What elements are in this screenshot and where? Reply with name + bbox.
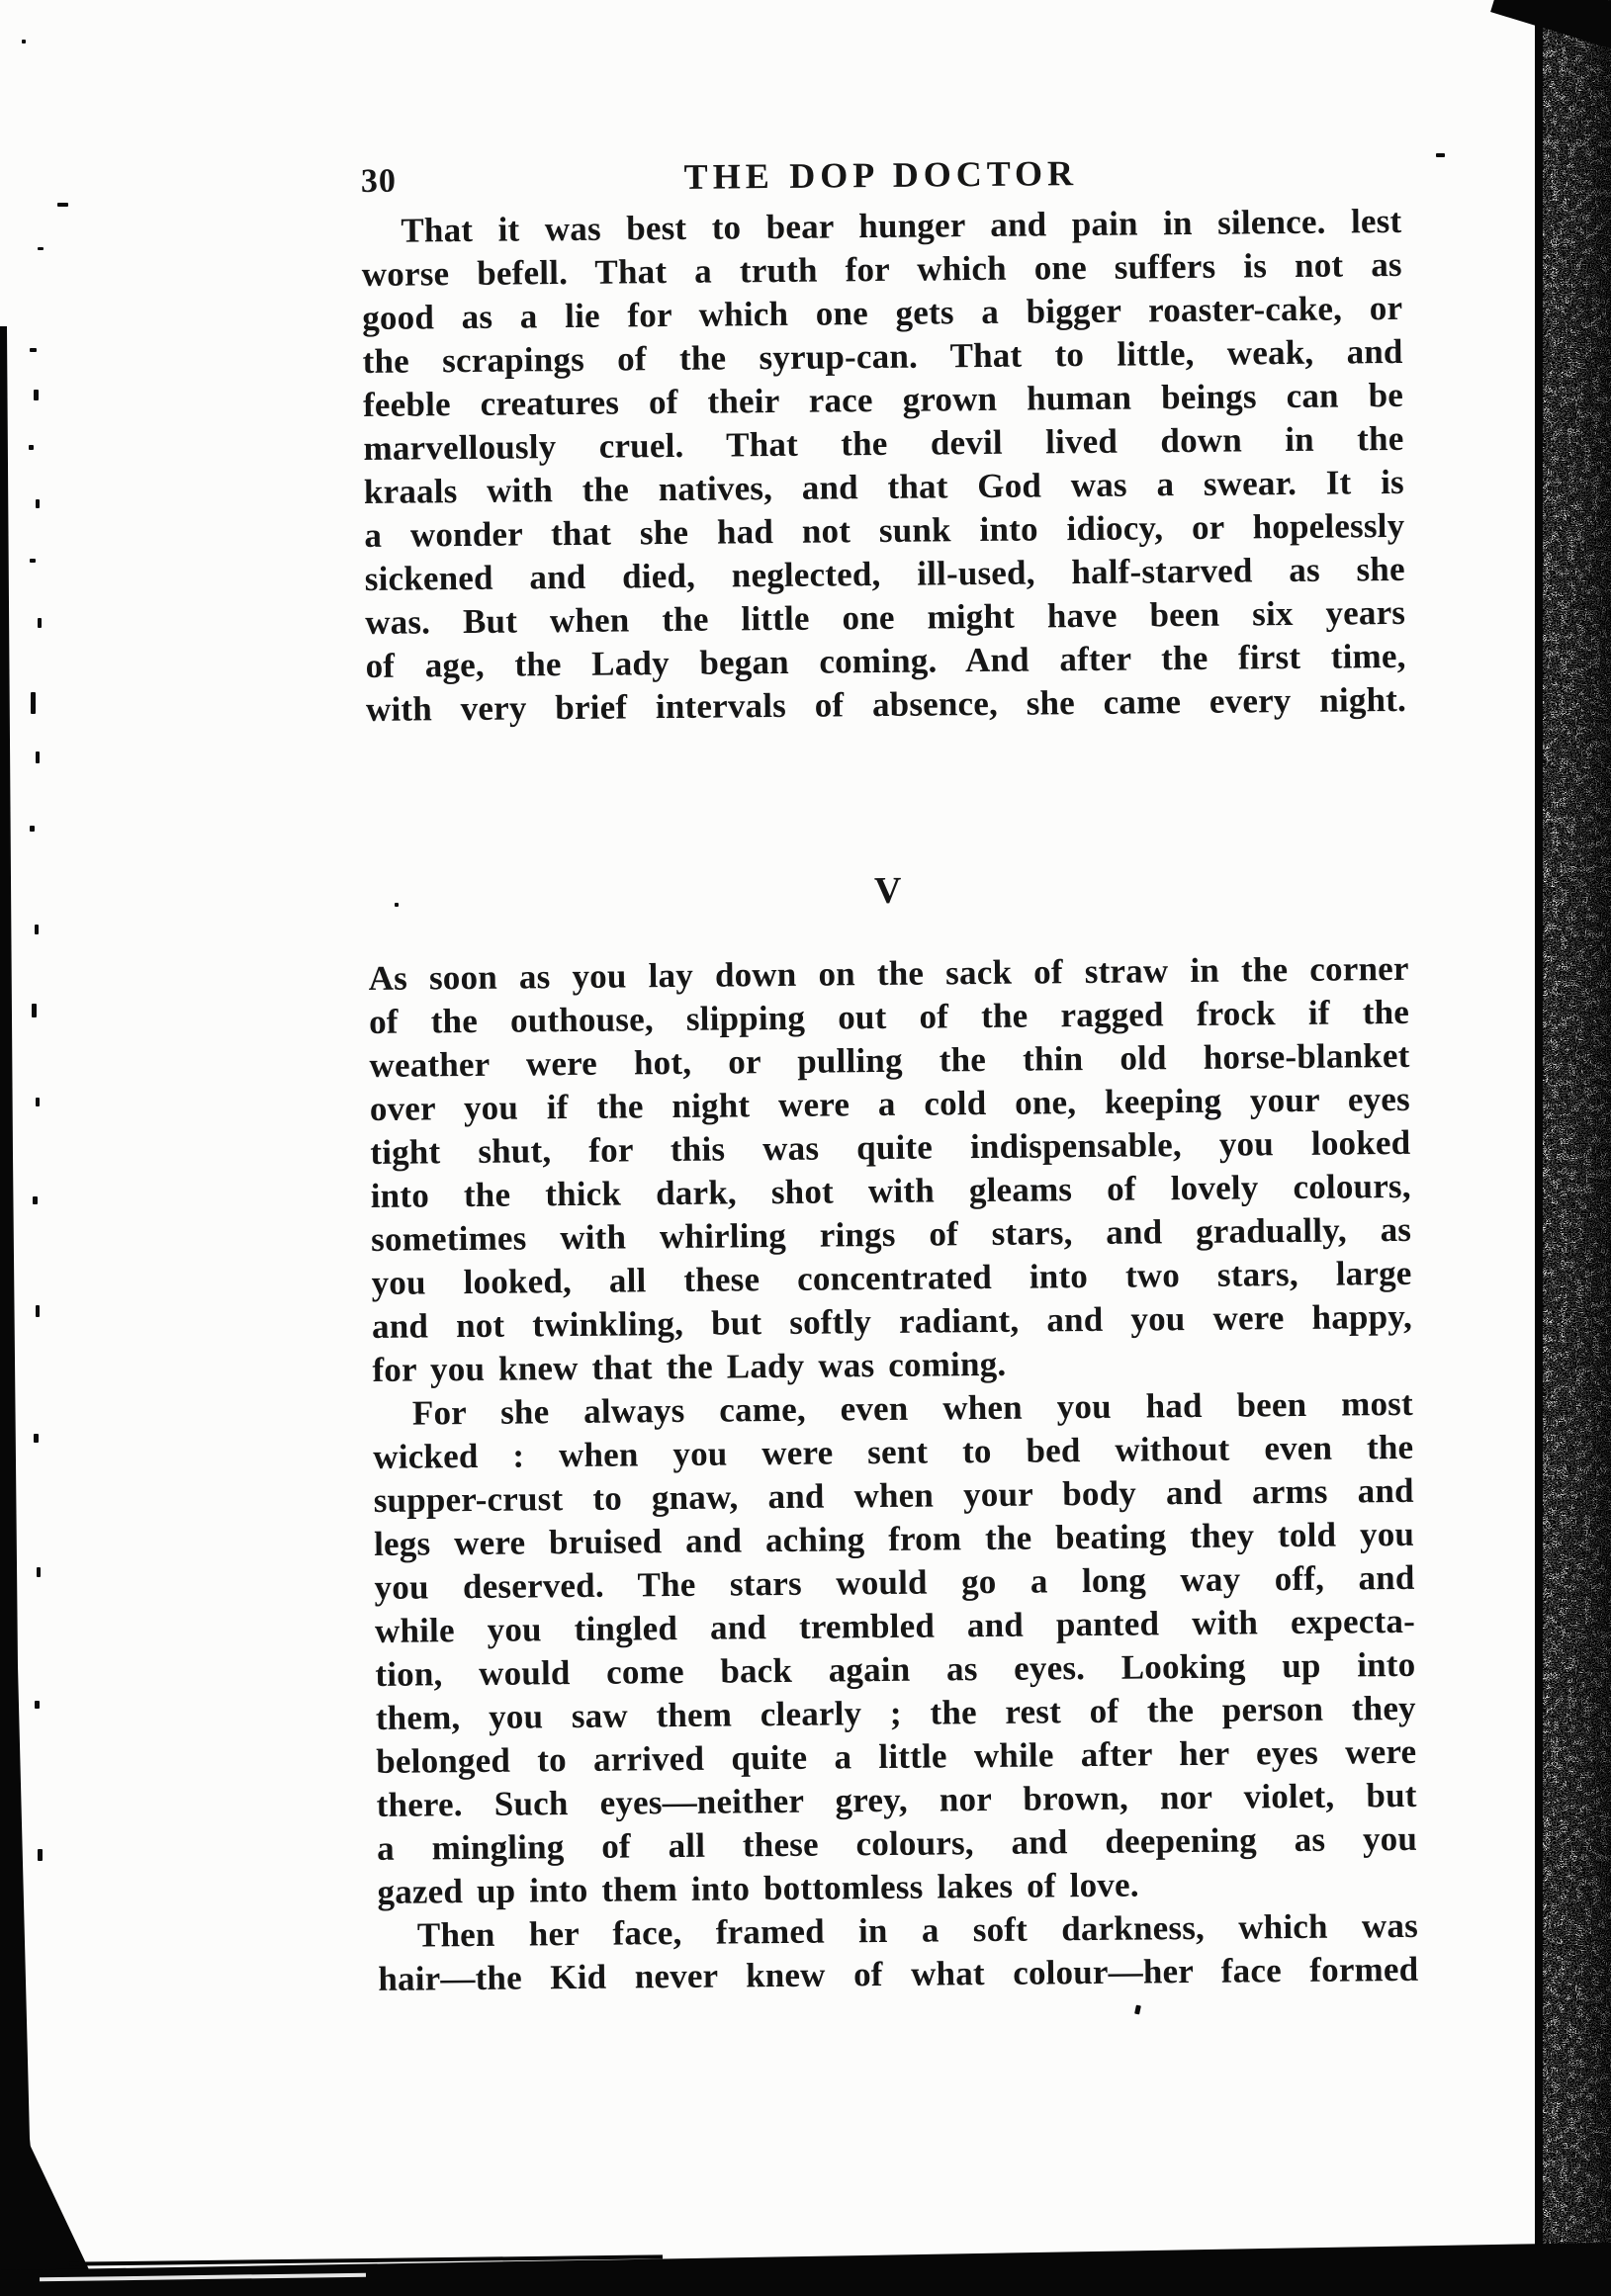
ink-speck xyxy=(30,348,37,352)
scan-edge-right xyxy=(1535,0,1611,2296)
text-line: the scrapings of the syrup-can. That to little, weak, and xyxy=(362,331,1403,382)
text-line: As soon as you lay down on the sack of straw in the corner xyxy=(368,948,1409,998)
text-line: while you tingled and trembled and panted with expecta- xyxy=(374,1601,1416,1650)
page-number: 30 xyxy=(360,162,398,201)
text-line: For she always came, even when you had been most xyxy=(411,1383,1414,1433)
ink-speck xyxy=(36,751,40,763)
ink-speck xyxy=(30,826,35,832)
ink-speck xyxy=(1436,153,1445,157)
text-line: tight shut, for this was quite indispensable, you looked xyxy=(370,1122,1411,1172)
text-line: with very brief intervals of absence, she came every night. xyxy=(365,679,1407,729)
ink-speck xyxy=(38,618,42,628)
ink-speck xyxy=(35,925,39,934)
ink-speck xyxy=(36,499,40,508)
text-line: belonged to arrived quite a little while after her eyes were xyxy=(376,1731,1417,1781)
text-line: gazed up into them into bottomless lakes of love. xyxy=(377,1865,1139,1911)
running-title: THE DOP DOCTOR xyxy=(683,153,1079,197)
scan-corner-bottom-left xyxy=(0,2134,95,2282)
text-line: good as a lie for which one gets a bigger roaster-cake, or xyxy=(362,288,1403,338)
text-line: Then her face, framed in a soft darkness, which was xyxy=(416,1905,1419,1955)
text-line: hair—the Kid never knew of what colour—her face formed xyxy=(378,1949,1419,1998)
page-header-row xyxy=(361,148,1401,202)
scan-edge-density-overlay xyxy=(1535,0,1611,2296)
ink-speck xyxy=(395,903,399,907)
text-line: was. But when the little one might have been six years xyxy=(365,592,1406,642)
text-line: sickened and died, neglected, ill-used, half-starved as she xyxy=(364,549,1405,598)
ink-speck xyxy=(34,1434,39,1443)
text-line: into the thick dark, shot with gleams of lovely colours, xyxy=(370,1166,1411,1215)
paragraph xyxy=(361,200,1406,732)
ink-speck xyxy=(29,445,34,450)
text-line: kraals with the natives, and that God was a swear. It is xyxy=(363,462,1405,511)
ink-speck xyxy=(31,692,36,714)
text-line: you looked, all these concentrated into two stars, large xyxy=(371,1253,1412,1302)
paragraph xyxy=(368,947,1412,1392)
ink-speck xyxy=(36,1098,40,1106)
text-line: tion, would come back again as eyes. Looking up into xyxy=(375,1644,1416,1694)
scan-edge-inner-line xyxy=(1535,0,1543,2296)
text-line: a wonder that she had not sunk into idiocy, or hopelessly xyxy=(364,505,1405,555)
section-heading: V xyxy=(873,869,902,913)
text-line: legs were bruised and aching from the beating they told you xyxy=(373,1514,1415,1563)
ink-speck xyxy=(32,1004,37,1017)
text-line: there. Such eyes—neither grey, nor brown, nor violet, but xyxy=(376,1775,1417,1824)
text-line: you deserved. The stars would go a long way off, and xyxy=(374,1557,1415,1607)
ink-speck xyxy=(35,1701,40,1709)
ink-speck xyxy=(30,559,36,563)
ink-speck xyxy=(57,203,68,207)
ink-speck xyxy=(38,247,44,250)
ink-speck xyxy=(22,40,26,44)
text-line: of age, the Lady began coming. And after the first time, xyxy=(365,636,1406,685)
text-line: feeble creatures of their race grown human beings can be xyxy=(362,375,1404,424)
text-line: them, you saw them clearly ; the rest of the person they xyxy=(375,1688,1416,1737)
ink-speck xyxy=(36,1305,40,1317)
paragraph-container-body xyxy=(368,947,1418,2001)
text-line: and not twinkling, but softly radiant, and you were happy, xyxy=(371,1296,1413,1346)
text-line: That it was best to bear hunger and pain in silence. lest xyxy=(401,201,1402,250)
paragraph xyxy=(373,1382,1418,1914)
text-line: marvellously cruel. That the devil lived down in the xyxy=(363,418,1404,468)
paragraph-container-first xyxy=(361,200,1406,732)
text-line: supper-crust to gnaw, and when your body and arms and xyxy=(373,1470,1414,1520)
text-line: weather were hot, or pulling the thin old horse-blanket xyxy=(369,1035,1410,1085)
paragraph xyxy=(378,1904,1419,2001)
text-line: of the outhouse, slipping out of the ragged frock if the xyxy=(368,992,1410,1041)
text-line: wicked : when you were sent to bed without even the xyxy=(373,1427,1414,1476)
ink-speck xyxy=(38,1849,43,1861)
ink-speck xyxy=(34,390,39,400)
page-text-layer xyxy=(359,0,1421,2296)
text-line: for you knew that the Lady was coming. xyxy=(372,1344,1007,1389)
text-line: sometimes with whirling rings of stars, and gradually, as xyxy=(371,1209,1412,1259)
text-line: a mingling of all these colours, and deepening as you xyxy=(376,1818,1418,1868)
text-line: over you if the night were a cold one, keeping your eyes xyxy=(369,1079,1411,1128)
ink-speck xyxy=(37,1567,41,1577)
text-line: worse befell. That a truth for which one suffers is not as xyxy=(361,244,1402,295)
ink-speck xyxy=(33,1196,38,1204)
